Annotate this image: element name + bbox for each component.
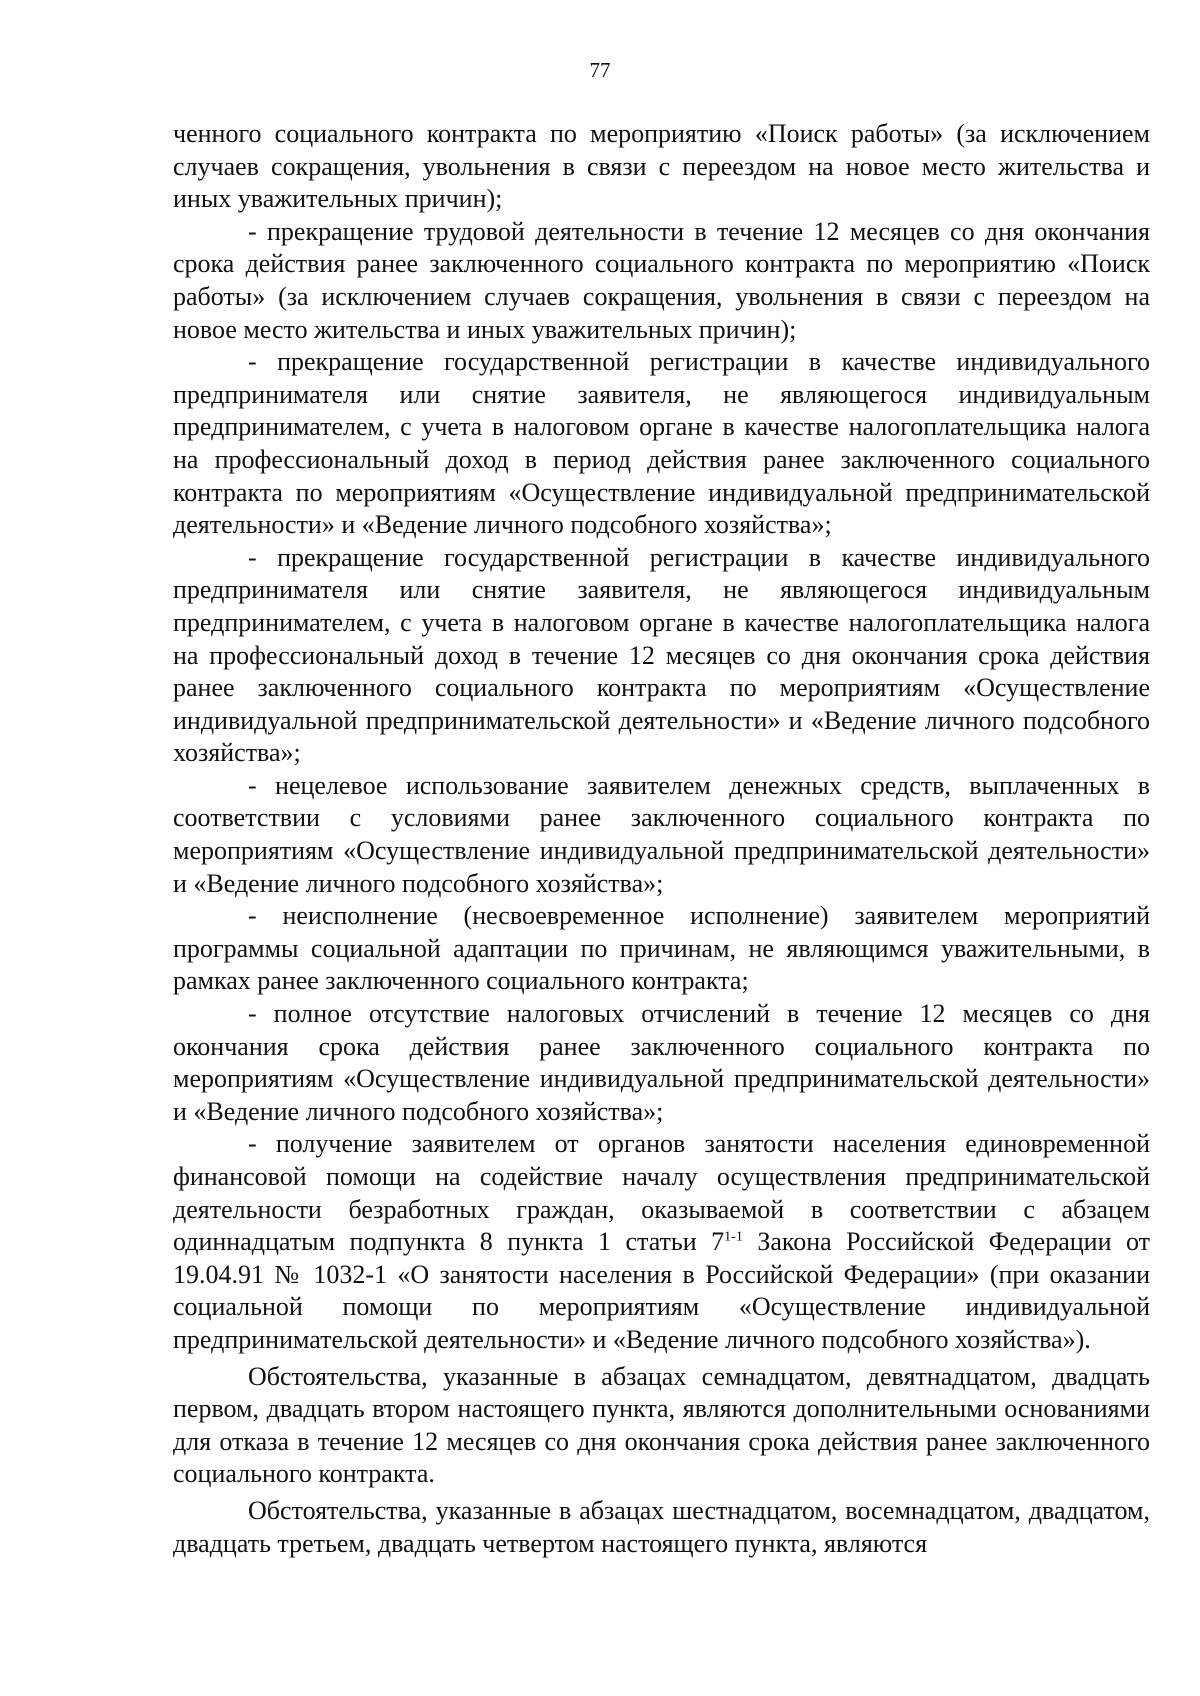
paragraph-continuation: ченного социального контракта по мероприятию «Поиск работы» (за исключением случаев сокращения, увольнения в связи с переездом на новое место жительства и иных уважительных причин); <box>173 119 1150 214</box>
document-body <box>173 118 1150 1560</box>
list-item-employment-termination: - прекращение трудовой деятельности в течение 12 месяцев со дня окончания срока действия ранее заключенного социального контракта по мероприятию «Поиск работы» (за исключением случаев сокращения, увольнения в связи с переездом на новое место жительства и иных уважительных причин); <box>173 216 1150 344</box>
article-superscript: 1-1 <box>724 1229 743 1245</box>
list-item-no-tax-deductions: - полное отсутствие налоговых отчислений в течение 12 месяцев со дня окончания срока действия ранее заключенного социального контракта по мероприятиям «Осуществление индивидуальной предпринимательской деятельности» и «Ведение личного подсобного хозяйства»; <box>173 999 1150 1126</box>
paragraph-text-before-superscript: - получение заявителем от органов занятости населения единовременной финансовой помощи на содействие началу осуществления предпринимательской деятельности безработных граждан, оказываемой в соответствии с абзацем одиннадцатым подпункта 8 пункта 1 статьи 7 <box>173 1129 1150 1257</box>
list-item-nonfulfillment-of-program: - неисполнение (несвоевременное исполнение) заявителем мероприятий программы социальной адаптации по причинам, не являющимся уважительными, в рамках ранее заключенного социального контракта; <box>173 901 1150 996</box>
page-number: 77 <box>589 58 611 82</box>
list-item-registration-termination-after-contract: - прекращение государственной регистрации в качестве индивидуального предпринимателя или снятие заявителя, не являющегося индивидуальным предпринимателем, с учета в налоговом органе в качестве налогоплательщика налога на профессиональный доход в течение 12 месяцев со дня окончания срока действия ранее заключенного социального контракта по мероприятиям «Осуществление индивидуальной предпринимательской деятельности» и «Ведение личного подсобного хозяйства»; <box>173 542 1150 768</box>
paragraph-circumstances: Обстоятельства, указанные в абзацах шестнадцатом, восемнадцатом, двадцатом, двадцать третьем, двадцать четвертом настоящего пункта, являются <box>173 1495 1150 1558</box>
list-item-one-time-financial-aid <box>173 1128 1150 1356</box>
list-item-registration-termination-during-contract: - прекращение государственной регистрации в качестве индивидуального предпринимателя или снятие заявителя, не являющегося индивидуальным предпринимателем, с учета в налоговом органе в качестве налогоплательщика налога на профессиональный доход в период действия ранее заключенного социального контракта по мероприятиям «Осуществление индивидуальной предпринимательской деятельности» и «Ведение личного подсобного хозяйства»; <box>173 347 1150 540</box>
paragraph-text-after-superscript: Закона Российской Федерации от 19.04.91 № 1032-1 «О занятости населения в Российской Федерации» (при оказании социальной помощи по мероприятиям «Осуществление индивидуальной предпринимательской деятельности» и «Ведение личного подсобного хозяйства»). <box>173 1227 1150 1354</box>
list-item-misuse-of-funds: - нецелевое использование заявителем денежных средств, выплаченных в соответствии с условиями ранее заключенного социального контракта по мероприятиям «Осуществление индивидуальной предпринимательской деятельности» и «Ведение личного подсобного хозяйства»; <box>173 770 1150 898</box>
paragraph-additional-grounds: Обстоятельства, указанные в абзацах семнадцатом, девятнадцатом, двадцать первом, двадцать втором настоящего пункта, являются дополнительными основаниями для отказа в течение 12 месяцев со дня окончания срока действия ранее заключенного социального контракта. <box>173 1361 1150 1489</box>
